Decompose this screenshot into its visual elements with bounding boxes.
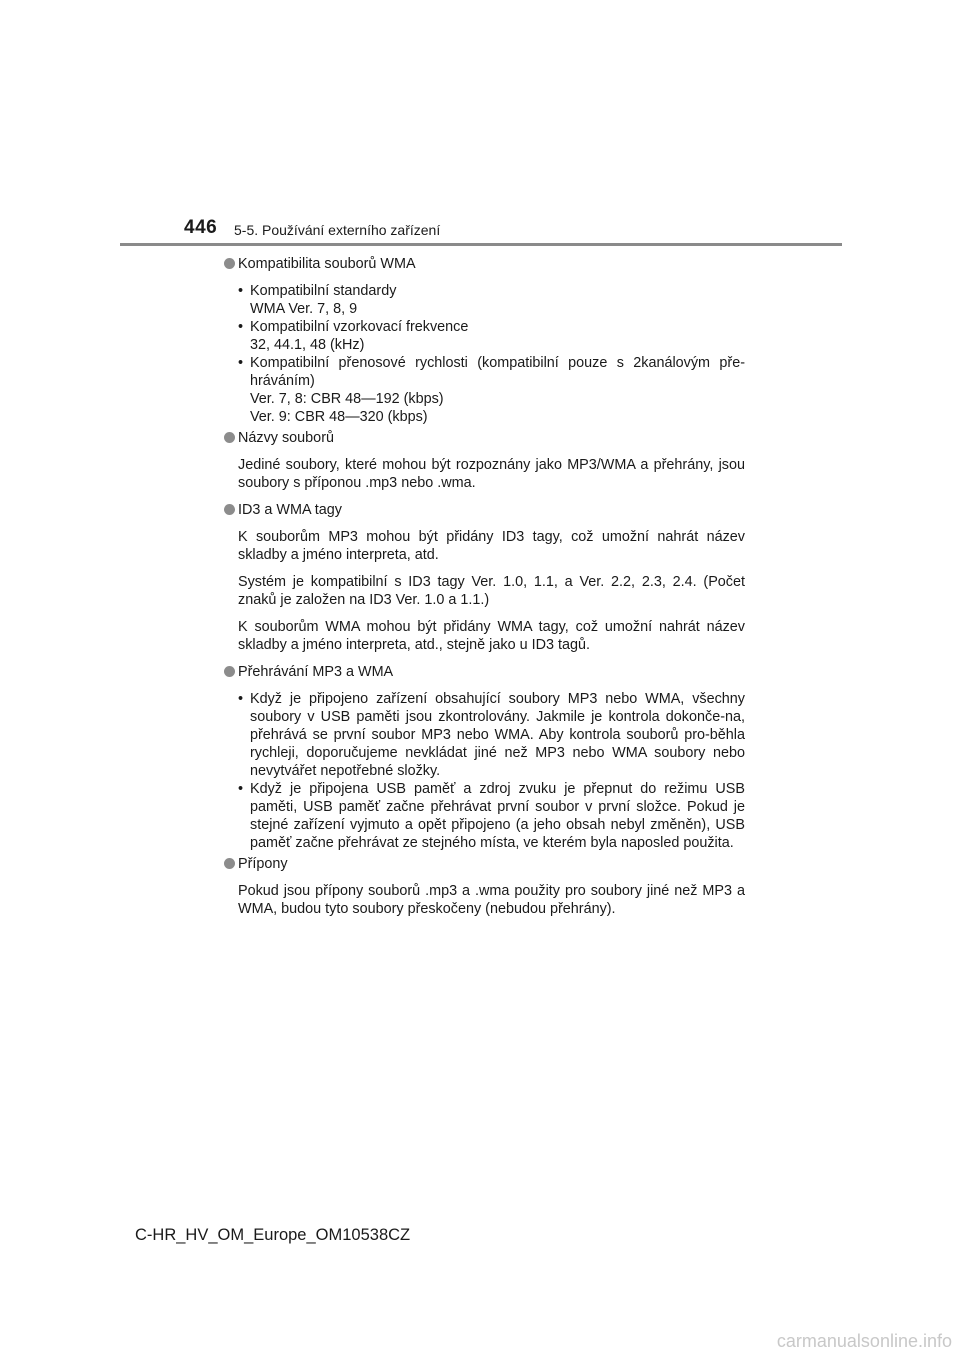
bullet-icon: • <box>238 691 244 707</box>
section-heading <box>224 255 745 273</box>
list-item-text: Kompatibilní přenosové rychlosti (kompatibilní pouze s 2kanálovým pře-hráváním) <box>250 355 745 389</box>
paragraph: K souborům MP3 mohou být přidány ID3 tagy, což umožní nahrát název skladby a jméno interpreta, atd. <box>238 529 745 563</box>
footer-document-code: C-HR_HV_OM_Europe_OM10538CZ <box>135 1226 411 1244</box>
list-item-subtext: Ver. 9: CBR 48—320 (kbps) <box>250 409 428 425</box>
list-item-subtext: WMA Ver. 7, 8, 9 <box>250 301 358 317</box>
bullet-icon: • <box>238 319 244 335</box>
list-item <box>238 282 745 318</box>
list-item-subtext: 32, 44.1, 48 (kHz) <box>250 337 365 353</box>
bullet-icon: • <box>238 355 244 371</box>
bullet-icon: • <box>238 283 244 299</box>
section-heading-text: Kompatibilita souborů WMA <box>238 256 416 272</box>
section-heading-text: Přehrávání MP3 a WMA <box>238 664 394 680</box>
list-item <box>238 354 745 426</box>
list-item <box>238 780 745 852</box>
bullet-list <box>238 690 745 852</box>
paragraph: Pokud jsou přípony souborů .mp3 a .wma použity pro soubory jiné než MP3 a WMA, budou tyto soubory přeskočeny (nebudou přehrány). <box>238 883 745 917</box>
bullet-list <box>238 282 745 426</box>
circle-bullet-icon <box>224 504 235 515</box>
paragraph: Systém je kompatibilní s ID3 tagy Ver. 1.0, 1.1, a Ver. 2.2, 2.3, 2.4. (Počet znaků je založen na ID3 Ver. 1.0 a 1.1.) <box>238 574 745 608</box>
section-heading-text: ID3 a WMA tagy <box>238 502 342 518</box>
section-heading-text: Názvy souborů <box>238 430 334 446</box>
list-item-text: Když je připojena USB paměť a zdroj zvuku je přepnut do režimu USB paměti, USB paměť začne přehrávat první soubor v první složce. Pokud je stejné zařízení vyjmuto a opět připojeno (a jeho obsah nebyl změněn), USB paměť začne přehrávat ze stejného místa, ve kterém byla naposled použita. <box>250 781 745 851</box>
list-item <box>238 318 745 354</box>
list-item-text: Kompatibilní vzorkovací frekvence <box>250 319 469 335</box>
section-heading <box>224 663 745 681</box>
section-heading <box>224 429 745 447</box>
circle-bullet-icon <box>224 432 235 443</box>
circle-bullet-icon <box>224 258 235 269</box>
content <box>224 255 745 927</box>
bullet-icon: • <box>238 781 244 797</box>
list-item-subtext: Ver. 7, 8: CBR 48—192 (kbps) <box>250 391 444 407</box>
list-item-text: Kompatibilní standardy <box>250 283 397 299</box>
paragraph: Jediné soubory, které mohou být rozpoznány jako MP3/WMA a přehrány, jsou soubory s příponou .mp3 nebo .wma. <box>238 457 745 491</box>
paragraph: K souborům WMA mohou být přidány WMA tagy, což umožní nahrát název skladby a jméno interpreta, atd., stejně jako u ID3 tagů. <box>238 619 745 653</box>
list-item <box>238 690 745 780</box>
list-item-text: Když je připojeno zařízení obsahující soubory MP3 nebo WMA, všechny soubory v USB paměti jsou zkontrolovány. Jakmile je kontrola dokonče-na, přehrává se první soubor MP3 nebo WMA. Aby kontrola souborů pro-běhla rychleji, doporučujeme nevkládat jiné než MP3 nebo WMA soubory nebo nevytvářet nepotřebné složky. <box>250 691 745 779</box>
section-heading <box>224 855 745 873</box>
section-heading <box>224 501 745 519</box>
circle-bullet-icon <box>224 666 235 677</box>
section-title: 5-5. Používání externího zařízení <box>234 222 441 238</box>
watermark: carmanualsonline.info <box>776 1331 952 1351</box>
section-heading-text: Přípony <box>238 856 288 872</box>
header-rule <box>120 243 842 246</box>
page-number: 446 <box>184 217 218 238</box>
circle-bullet-icon <box>224 858 235 869</box>
